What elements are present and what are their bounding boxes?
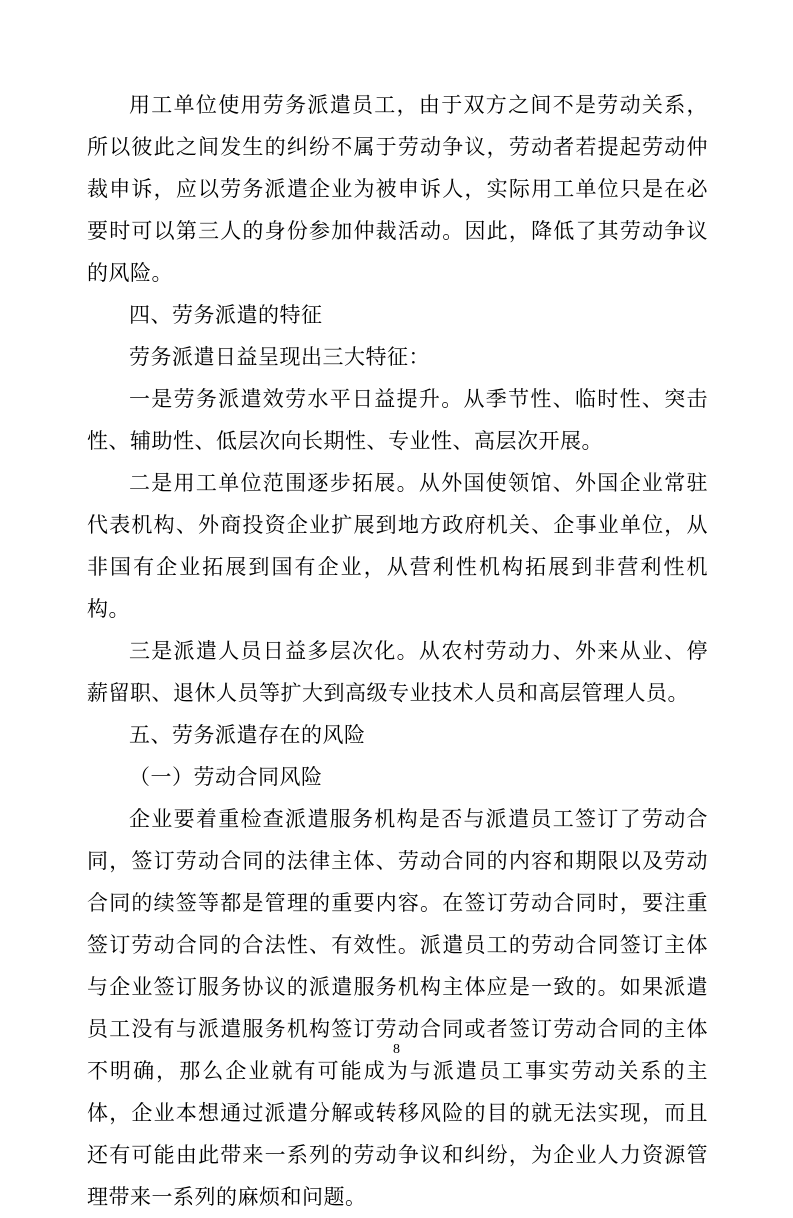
paragraph-three-characteristics-intro: 劳务派遣日益呈现出三大特征：	[129, 345, 430, 369]
paragraph-labor-contract-risk-detail: 企业要着重检查派遣服务机构是否与派遣员工签订了劳动合同，签订劳动合同的法律主体、劳动合同的内容和期限以及劳动合同的续签等都是管理的重要内容。在签订劳动合同时，要注重签订劳动合同的合法性、有效性。派遣员工的劳动合同签订主体与企业签订服务协议的派遣服务机构主体应是一致的。如果派遣员工没有与派遣服务机构签订劳动合同或者签订劳动合同的主体不明确，那么企业就有可能成为与派遣员工事实劳动关系的主体，企业本想通过派遣分解或转移风险的目的就无法实现，而且还有可能由此带来一系列的劳动争议和纠纷，为企业人力资源管理带来一系列的麻烦和问题。	[87, 807, 708, 1209]
paragraph-characteristic-three: 三是派遣人员日益多层次化。从农村劳动力、外来从业、停薪留职、退休人员等扩大到高级专业技术人员和高层管理人员。	[87, 639, 708, 705]
heading-section-five-risks: 五、劳务派遣存在的风险	[129, 723, 366, 747]
heading-section-four-characteristics: 四、劳务派遣的特征	[129, 303, 323, 327]
paragraph-characteristic-one: 一是劳务派遣效劳水平日益提升。从季节性、临时性、突击性、辅助性、低层次向长期性、专业性、高层次开展。	[87, 387, 708, 453]
page-number: 8	[393, 1042, 400, 1057]
paragraph-labor-dispute-risk: 用工单位使用劳务派遣员工，由于双方之间不是劳动关系，所以彼此之间发生的纠纷不属于劳动争议，劳动者若提起劳动仲裁申诉，应以劳务派遣企业为被申诉人，实际用工单位只是在必要时可以第三人的身份参加仲裁活动。因此，降低了其劳动争议的风险。	[87, 93, 708, 285]
paragraph-characteristic-two: 二是用工单位范围逐步拓展。从外国使领馆、外国企业常驻代表机构、外商投资企业扩展到地方政府机关、企事业单位，从非国有企业拓展到国有企业，从营利性机构拓展到非营利性机构。	[87, 471, 708, 621]
heading-labor-contract-risk: （一）劳动合同风险	[129, 765, 323, 789]
